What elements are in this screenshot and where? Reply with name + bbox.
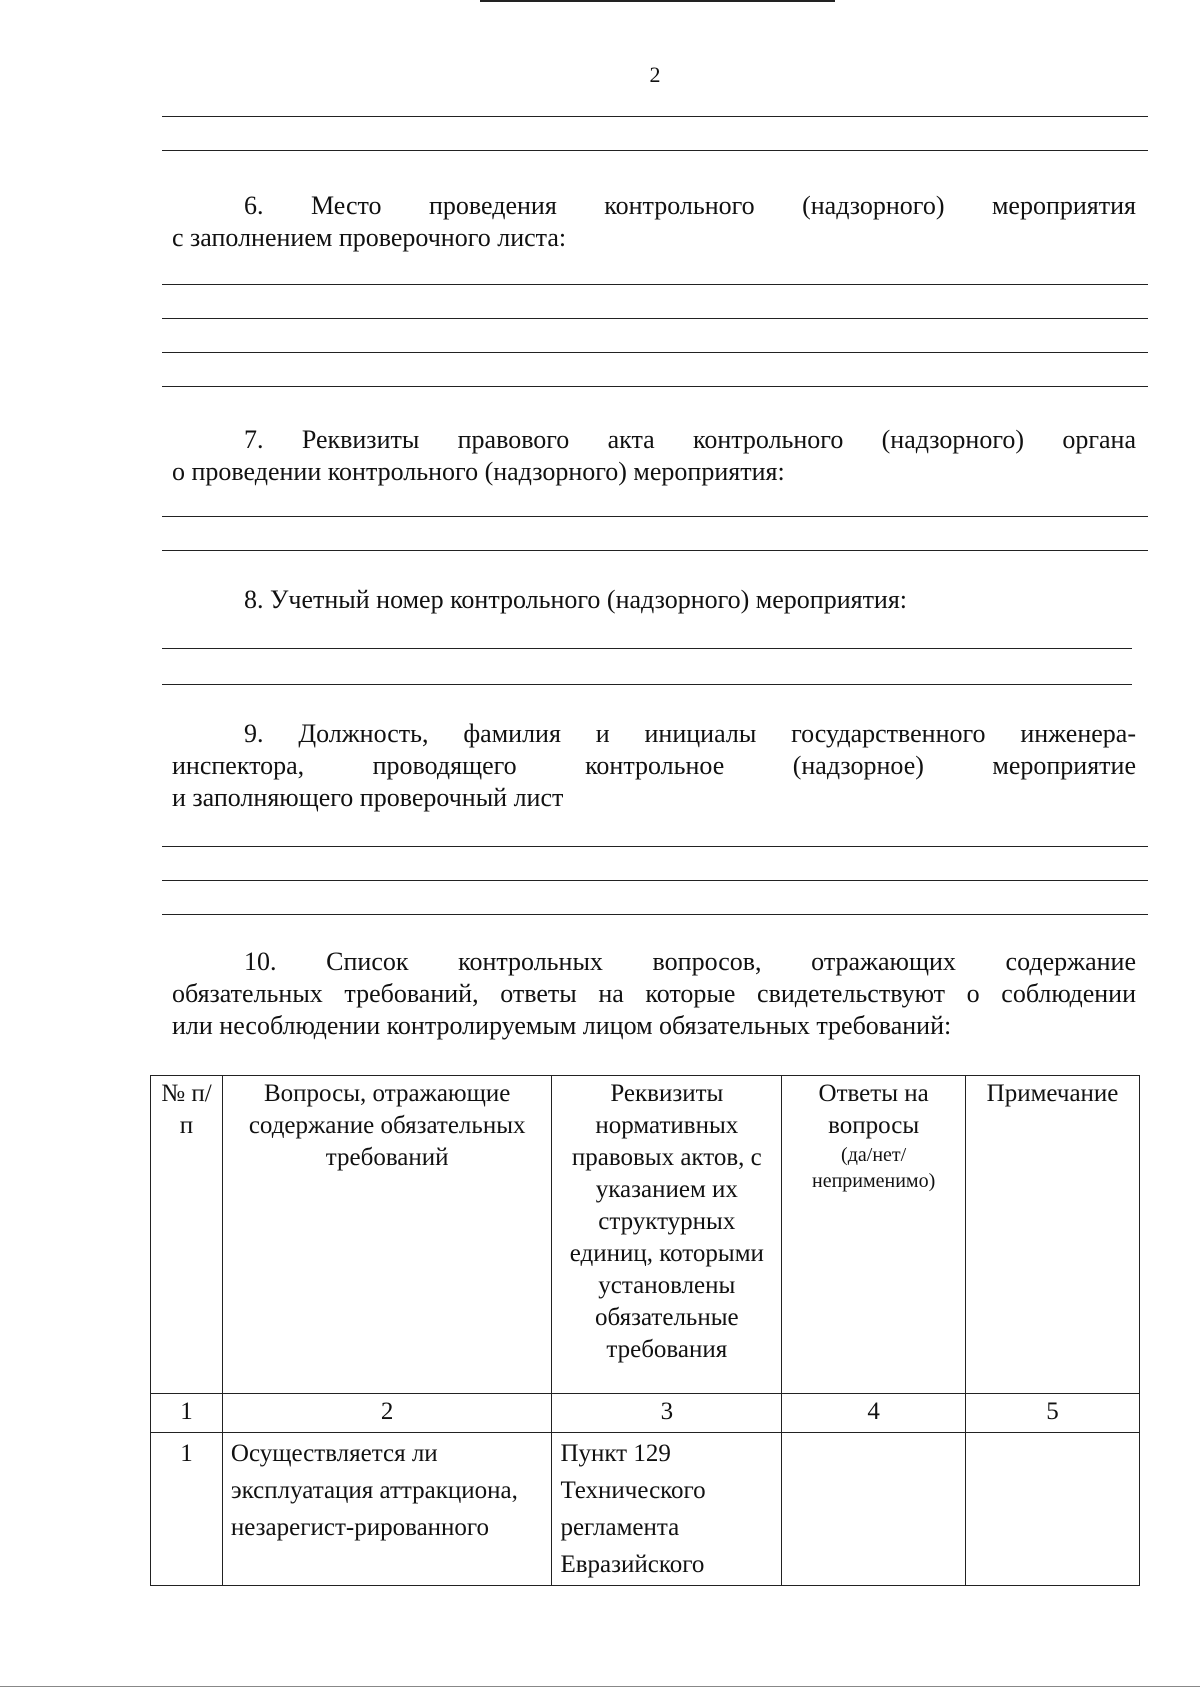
blank-line <box>162 386 1148 387</box>
bottom-divider <box>0 1686 1200 1687</box>
header-questions: Вопросы, отражающие содержание обязательных требований <box>222 1076 552 1394</box>
row-question: Осуществляется ли эксплуатация аттракциона, незарегист-рированного <box>222 1433 552 1586</box>
header-answers-main: Ответы на вопросы <box>818 1080 929 1139</box>
blank-line <box>162 684 1132 685</box>
blank-line <box>162 150 1148 151</box>
column-number-row <box>151 1394 1140 1433</box>
blank-line <box>162 846 1148 847</box>
row-requisites: Пункт 129 Технического регламента Евразийского <box>552 1433 782 1586</box>
column-number: 4 <box>782 1394 966 1433</box>
row-note <box>966 1433 1140 1586</box>
column-number: 5 <box>966 1394 1140 1433</box>
table-header-row <box>151 1076 1140 1394</box>
section-8-text: 8. Учетный номер контрольного (надзорного) мероприятия: <box>244 585 908 614</box>
header-requisites: Реквизиты нормативных правовых актов, с указанием их структурных единиц, которыми установлены обязательные требования <box>552 1076 782 1394</box>
page-number: 2 <box>649 62 661 87</box>
row-number: 1 <box>151 1433 223 1586</box>
blank-line <box>162 352 1148 353</box>
column-number: 2 <box>222 1394 552 1433</box>
header-note: Примечание <box>966 1076 1140 1394</box>
blank-line <box>162 550 1148 551</box>
top-divider <box>480 0 835 2</box>
blank-line <box>162 116 1148 117</box>
checklist-table <box>150 1075 1140 1586</box>
section-9-text: 9. Должность, фамилия и инициалы государственного инженера- инспектора, проводящего контрольное (надзорное) мероприятие и заполняющего проверочный лист <box>172 719 1136 812</box>
blank-line <box>162 318 1148 319</box>
header-answers-options: (да/нет/ неприменимо) <box>812 1144 936 1192</box>
row-answer <box>782 1433 966 1586</box>
section-7-text: 7. Реквизиты правового акта контрольного (надзорного) органа о проведении контрольного (надзорного) мероприятия: <box>172 425 1136 486</box>
section-10-text: 10. Список контрольных вопросов, отражающих содержание обязательных требований, ответы на которые свидетельствуют о соблюдении или несоблюдении контролируемым лицом обязательных требований: <box>172 947 1136 1040</box>
column-number: 3 <box>552 1394 782 1433</box>
blank-line <box>162 516 1148 517</box>
blank-line <box>162 284 1148 285</box>
header-answers <box>782 1076 966 1394</box>
column-number: 1 <box>151 1394 223 1433</box>
blank-line <box>162 914 1148 915</box>
section-6-text: 6. Место проведения контрольного (надзорного) мероприятия с заполнением проверочного листа: <box>172 191 1136 252</box>
blank-line <box>162 648 1132 649</box>
table-row <box>151 1433 1140 1586</box>
blank-line <box>162 880 1148 881</box>
header-number: № п/п <box>151 1076 223 1394</box>
